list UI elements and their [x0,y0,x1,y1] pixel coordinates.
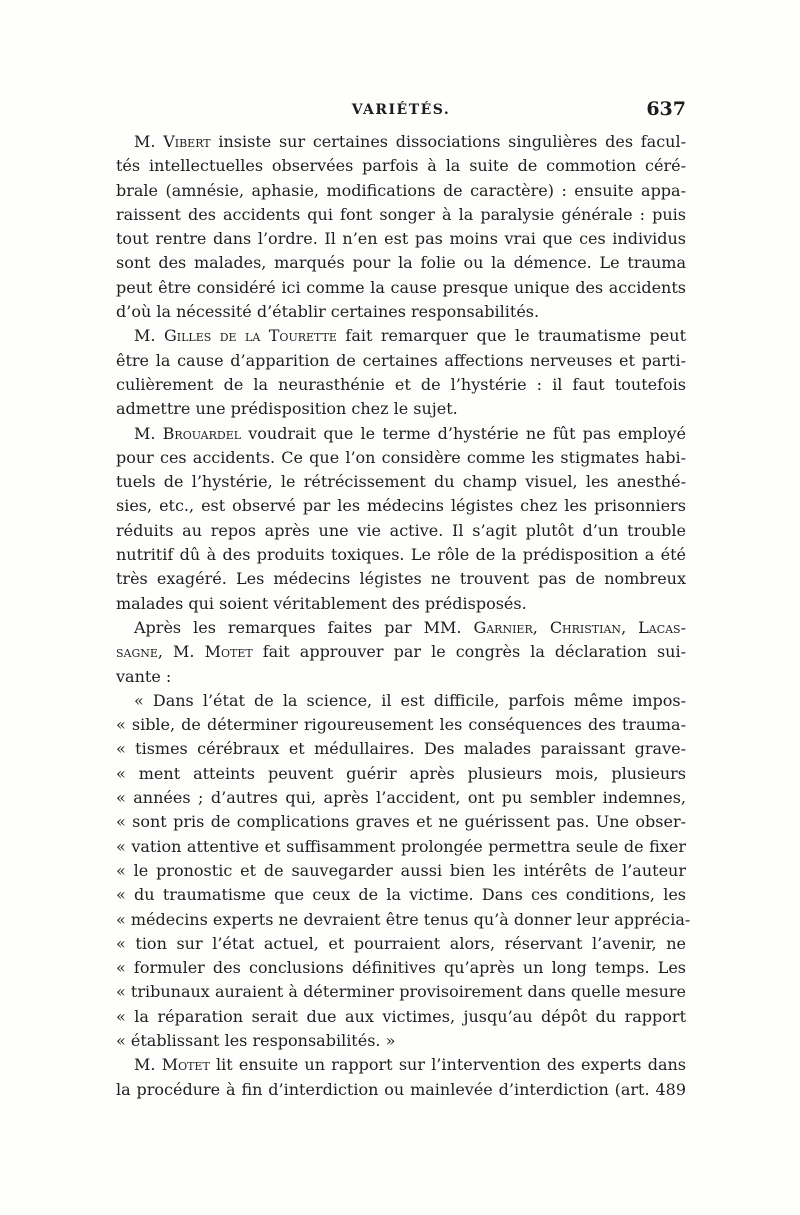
running-head [116,96,686,126]
text-line: « années ; d’autres qui, après l’accident, ont pu sembler indemnes, [116,788,686,808]
text-line: vante : [116,666,172,686]
text-line: sies, etc., est observé par les médecins légistes chez les prisonniers [116,496,686,516]
text-line: « le pronostic et de sauvegarder aussi bien les intérêts de l’auteur [116,860,686,880]
text-line: pour ces accidents. Ce que l’on considère comme les stigmates habi- [116,447,686,467]
text-line: culièrement de la neurasthénie et de l’hystérie : il faut toutefois [116,374,686,394]
text-line: « sont pris de complications graves et ne guérissent pas. Une obser- [116,812,686,832]
text-line: nutritif dû à des produits toxiques. Le rôle de la prédisposition a été [116,545,686,565]
text-line: M. Brouardel voudrait que le terme d’hystérie ne fût pas employé [134,423,686,443]
text-line: M. Gilles de la Tourette fait remarquer que le traumatisme peut [134,326,687,346]
text-line: « tion sur l’état actuel, et pourraient alors, réservant l’avenir, ne [116,933,686,953]
text-line: « la réparation serait due aux victimes, jusqu’au dépôt du rapport [116,1006,686,1026]
text-line: sont des malades, marqués pour la folie ou la démence. Le trauma [116,253,686,273]
text-line: tout rentre dans l’ordre. Il n’en est pas moins vrai que ces individus [116,229,686,249]
text-line: être la cause d’apparition de certaines affections nerveuses et parti- [116,350,686,370]
text-line: « tismes cérébraux et médullaires. Des malades paraissant grave- [116,739,686,759]
text-line: sagne, M. Motet fait approuver par le congrès la déclaration sui- [116,642,687,662]
text-line: peut être considéré ici comme la cause presque unique des accidents [116,277,686,297]
text-line: la procédure à fin d’interdiction ou mainlevée d’interdiction (art. 489 [116,1079,686,1099]
text-line: raissent des accidents qui font songer à la paralysie générale : puis [116,204,686,224]
text-line: « établissant les responsabilités. » [116,1030,396,1050]
text-line: malades qui soient véritablement des prédisposés. [116,593,527,613]
text-line: « médecins experts ne devraient être tenus qu’à donner leur apprécia- [116,909,691,929]
text-line: très exagéré. Les médecins légistes ne trouvent pas de nombreux [116,569,686,589]
text-line: « Dans l’état de la science, il est difficile, parfois même impos- [134,690,686,710]
text-line: brale (amnésie, aphasie, modifications de caractère) : ensuite appa- [116,180,686,200]
text-line: « formuler des conclusions définitives qu’après un long temps. Les [116,958,686,978]
text-line: « sible, de déterminer rigoureusement les conséquences des trauma- [116,715,686,735]
body-text [116,130,691,1102]
text-line: « ment atteints peuvent guérir après plusieurs mois, plusieurs [116,763,686,783]
text-line: M. Motet lit ensuite un rapport sur l’intervention des experts dans [134,1055,686,1075]
text-line: tés intellectuelles observées parfois à la suite de commotion céré- [116,156,686,176]
text-line: d’où la nécessité d’établir certaines responsabilités. [116,302,540,322]
text-line: admettre une prédisposition chez le sujet. [116,399,458,419]
text-line: « tribunaux auraient à déterminer provisoirement dans quelle mesure [116,982,686,1002]
text-line: Après les remarques faites par MM. Garnier, Christian, Lacas- [134,617,686,637]
text-line: tuels de l’hystérie, le rétrécissement du champ visuel, les anesthé- [116,472,686,492]
text-line: « du traumatisme que ceux de la victime. Dans ces conditions, les [116,885,686,905]
page-number: 637 [646,98,686,120]
text-line: « vation attentive et suffisamment prolongée permettra seule de fixer [116,836,686,856]
text-line: réduits au repos après une vie active. Il s’agit plutôt d’un trouble [116,520,686,540]
running-title: VARIÉTÉS. [351,102,451,118]
text-line: M. Vibert insiste sur certaines dissociations singulières des facul- [134,132,686,151]
